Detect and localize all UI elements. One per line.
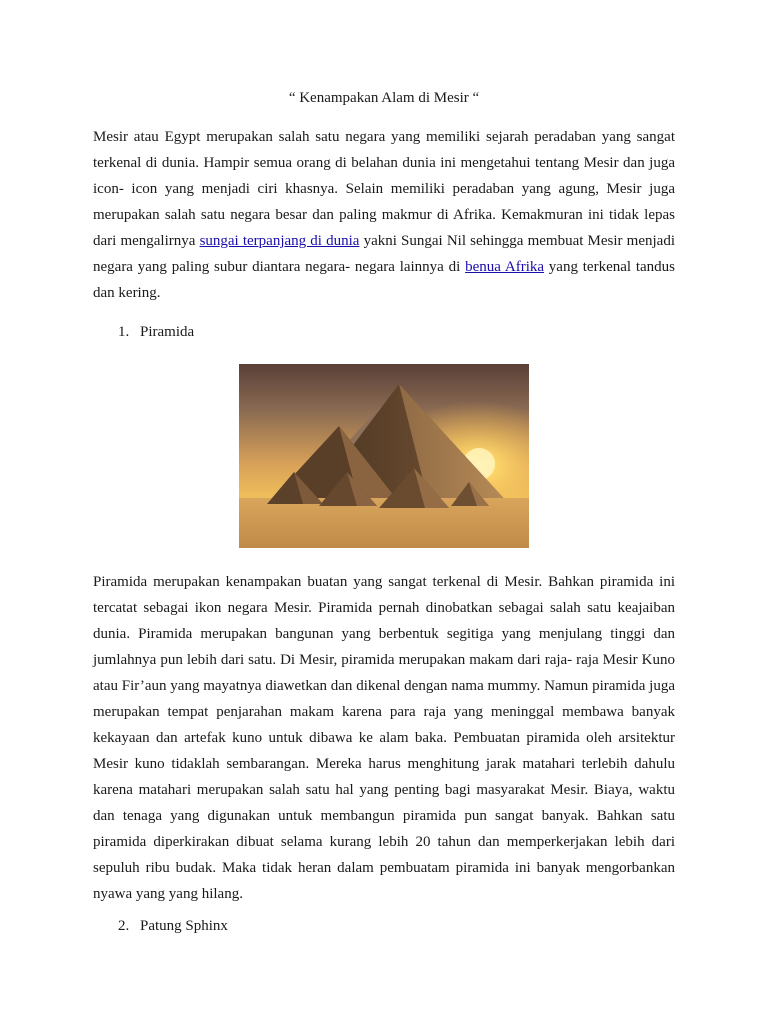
list-item-piramida — [118, 322, 194, 342]
section-heading-piramida: Piramida — [140, 324, 195, 340]
document-title: “ Kenampakan Alam di Mesir “ — [288, 90, 480, 106]
list-item-sphinx — [118, 916, 228, 936]
intro-text-1: Mesir atau Egypt merupakan salah satu negara yang memiliki sejarah peradaban yang sangat terkenal di dunia. Hampir semua orang di belahan dunia ini mengetahui tentang Mesir dan juga icon- icon yang menjadi ciri khasnya. Selain memiliki peradaban yang agung, Mesir juga merupakan salah satu negara besar dan paling makmur di Afrika. Kemakmuran ini tidak lepas dari mengalirnya — [93, 129, 675, 249]
pyramids-photo — [239, 364, 529, 548]
intro-paragraph — [93, 124, 675, 306]
intro-text-2: yakni Sungai Nil sehingga membuat Mesir menjadi negara yang paling subur diantara negara- negara lainnya di — [93, 233, 675, 275]
list-number: 2. — [118, 918, 130, 934]
list-number: 1. — [118, 324, 130, 340]
section-heading-sphinx: Patung Sphinx — [140, 918, 228, 934]
link-african-continent[interactable]: benua Afrika — [465, 259, 545, 275]
intro-text-3: yang terkenal tandus dan kering. — [93, 259, 675, 301]
piramida-paragraph: Piramida merupakan kenampakan buatan yang sangat terkenal di Mesir. Bahkan piramida ini tercatat sebagai ikon negara Mesir. Piramida pernah dinobatkan sebagai salah satu keajaiban dunia. Piramida merupakan bangunan yang berbentuk segitiga yang menjulang tinggi dan jumlahnya pun lebih dari satu. Di Mesir, piramida merupakan makam dari raja- raja Mesir Kuno atau Fir’aun yang mayatnya diawetkan dan dikenal dengan nama mummy. Namun piramida juga merupakan tempat penjarahan makam karena para raja yang meninggal membawa banyak kekayaan dan artefak kuno untuk dibawa ke alam baka. Pembuatan piramida oleh arsitektur Mesir kuno tidaklah sembarangan. Mereka harus menghitung jarak matahari terlebih dahulu karena matahari merupakan salah satu hal yang penting bagi masyarakat Mesir. Biaya, waktu dan tenaga yang digunakan untuk membangun piramida pun sangat banyak. Bahkan satu piramida diperkirakan dibuat selama kurang lebih 20 tahun dan memperkerjakan lebih dari sepuluh ribu budak. Maka tidak heran dalam pembuatam piramida ini banyak mengorbankan nyawa yang yang hilang. — [93, 574, 675, 902]
link-longest-river[interactable]: sungai terpanjang di dunia — [199, 233, 360, 249]
